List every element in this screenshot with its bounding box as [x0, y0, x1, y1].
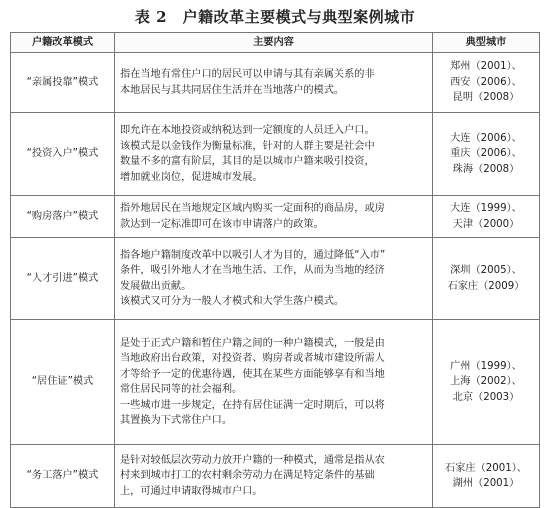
row-content [115, 196, 433, 238]
city-entry: 大连（2006）、 [450, 132, 522, 144]
row-content [115, 53, 433, 113]
content-line: 当地政府出台政策，对投资者、购房者或者城市建设所需人 [120, 353, 385, 364]
content-line: 村来到城市打工的农村剩余劳动力在满足特定条件的基础 [120, 470, 375, 482]
row-cities [433, 53, 540, 113]
table-header-row [11, 33, 540, 53]
row-content [115, 445, 433, 508]
row-cities [433, 196, 540, 238]
content-line: 数量不多的富有阶层，其目的是以城市户籍来吸引投资， [120, 156, 375, 167]
row-cities [433, 445, 540, 508]
city-entry: 大连（1999）、 [450, 203, 522, 214]
content-line: 增加就业岗位，促进城市发展。 [120, 171, 263, 183]
city-entry: 天津（2000） [452, 218, 520, 230]
city-entry: 石家庄（2001）、 [445, 462, 527, 474]
content-line: 该模式又可分为一般人才模式和大学生落户模式。 [120, 296, 345, 307]
city-entry: 珠海（2008） [452, 163, 520, 175]
content-line: 是处于正式户籍和暂住户籍之间的一种户籍模式，一般是由 [120, 337, 385, 349]
content-line: 上，可通过申请取得城市户口。 [120, 485, 263, 497]
row-content [115, 320, 433, 445]
content-line: 指各地户籍制度改革中以吸引人才为目的，通过降低“入市” [120, 249, 386, 261]
city-entry: 郑州（2001）、 [450, 61, 522, 73]
row-content [115, 113, 433, 196]
header-mode: 户籍改革模式 [11, 33, 115, 53]
row-cities [433, 320, 540, 445]
content-line: 款达到一定标准即可在该市申请落户的政策。 [120, 218, 324, 230]
content-line: 常住居民同等的社会福利。 [120, 384, 243, 395]
row-cities [433, 238, 540, 320]
household-registration-table [10, 32, 540, 508]
row-mode: “购房落户”模式 [11, 196, 115, 238]
content-line: 指在当地有常住户口的居民可以申请与其有亲属关系的非 [120, 69, 375, 80]
row-mode: “亲属投靠”模式 [11, 53, 115, 113]
city-entry: 西安（2006）、 [450, 76, 522, 88]
row-mode: “人才引进”模式 [11, 238, 115, 320]
table-row [11, 238, 540, 320]
row-cities [433, 113, 540, 196]
city-entry: 北京（2003） [452, 391, 520, 403]
city-entry: 广州（1999）、 [450, 360, 522, 372]
content-line: 发展做出贡献。 [120, 280, 192, 292]
city-entry: 重庆（2006）、 [450, 148, 522, 160]
row-mode: “务工落户”模式 [11, 445, 115, 508]
content-line: 即允许在本地投资或纳税达到一定额度的人员迁入户口。 [120, 125, 375, 136]
header-content: 主要内容 [115, 33, 433, 53]
content-line: 一些城市进一步规定，在持有居住证满一定时期后，可以将 [120, 399, 385, 411]
content-line: 该模式是以金钱作为衡量标准，针对的人群主要是社会中 [120, 140, 375, 152]
table-row [11, 196, 540, 238]
city-entry: 上海（2002）、 [450, 376, 522, 388]
content-line: 条件，吸引外地人才在当地生活、工作，从而为当地的经济 [120, 265, 385, 276]
header-cities: 典型城市 [433, 33, 540, 53]
row-mode: “投资入户”模式 [11, 113, 115, 196]
city-entry: 深圳（2005）、 [450, 265, 522, 276]
table-row [11, 53, 540, 113]
row-content [115, 238, 433, 320]
city-entry: 昆明（2008） [452, 92, 520, 104]
city-entry: 石家庄（2009） [447, 280, 525, 292]
row-mode: “居住证”模式 [11, 320, 115, 445]
content-line: 其置换为下式常住户口。 [120, 415, 233, 426]
table-row [11, 445, 540, 508]
table-row [11, 320, 540, 445]
content-line: 才等给予一定的优惠待遇，使其在某些方面能够享有和当地 [120, 368, 385, 380]
content-line: 本地居民与其共同居住生活并在当地落户的模式。 [120, 84, 345, 96]
table-row [11, 113, 540, 196]
content-line: 是针对较低层次劳动力放开户籍的一种模式，通常是指从农 [120, 454, 385, 466]
content-line: 指外地居民在当地规定区域内购买一定面积的商品房，或房 [120, 203, 385, 214]
table-title: 表 2 户籍改革主要模式与典型案例城市 [134, 8, 416, 26]
city-entry: 湖州（2001） [452, 478, 520, 489]
